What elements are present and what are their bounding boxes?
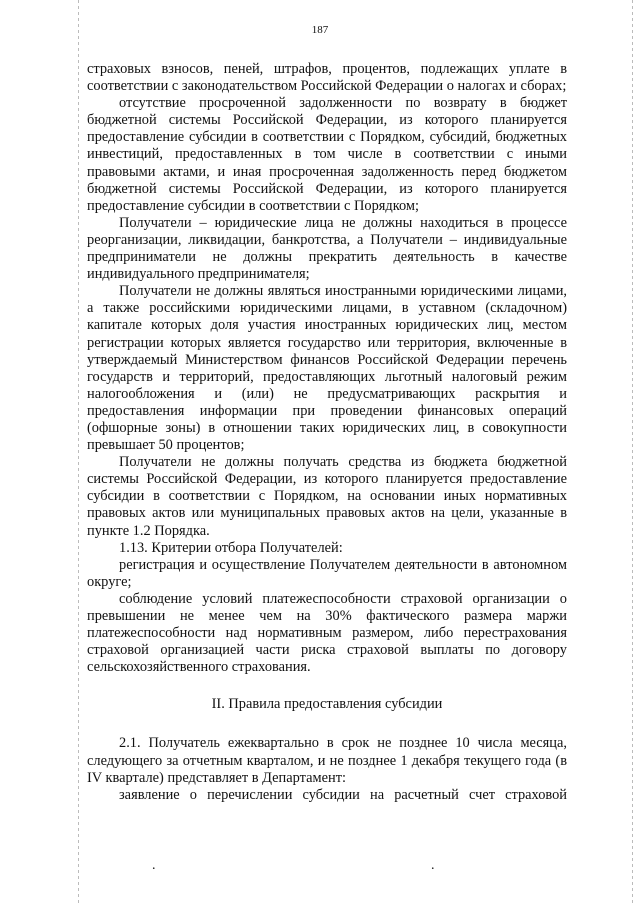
scan-dot-mark: . xyxy=(152,858,156,873)
paragraph-quarterly-submission: 2.1. Получатель ежеквартально в срок не позднее 10 числа месяца, следующего за отчетным кварталом, и не позднее 1 декабря текущего года (в IV квартале) представляет в Департамент: xyxy=(87,735,567,786)
paragraph-subsidy-application: заявление о перечислении субсидии на расчетный счет страховой xyxy=(119,786,567,803)
paragraph-solvency-criterion: соблюдение условий платежеспособности страховой организации о превышении не менее чем на 30% фактического размера маржи платежеспособности над нормативным размером, либо перестрахования страховой организацией части риска страховой выплаты по договору сельскохозяйственного страхования. xyxy=(87,590,567,676)
paragraph-registration-criterion: регистрация и осуществление Получателем деятельности в автономном округе; xyxy=(87,556,567,590)
page-number: 187 xyxy=(311,24,329,36)
scan-edge-left xyxy=(78,0,79,905)
paragraph-no-overdue-debt: отсутствие просроченной задолженности по возврату в бюджет бюджетной системы Российской Федерации, из которого планируется предоставление субсидии в соответствии с Порядком, субсидий, бюджетных инвестиций, предоставленных в том числе в соответствии с иными правовыми актами, и иная просроченная задолженность перед бюджетом бюджетной системы Российской Федерации, из которого планируется предоставление субсидии в соответствии с Порядком; xyxy=(87,95,567,214)
document-body xyxy=(87,61,567,804)
paragraph-fees-continuation: страховых взносов, пеней, штрафов, процентов, подлежащих уплате в соответствии с законодательством Российской Федерации о налогах и сборах; xyxy=(87,61,567,95)
paragraph-no-other-budget-funds: Получатели не должны получать средства из бюджета бюджетной системы Российской Федерации, из которого планируется предоставление субсидии в соответствии с Порядком, на основании иных нормативных правовых актов или муниципальных правовых актов на цели, указанные в пункте 1.2 Порядка. xyxy=(87,454,567,539)
section-heading: II. Правила предоставления субсидии xyxy=(211,696,443,713)
paragraph-not-foreign-entity: Получатели не должны являться иностранными юридическими лицами, а также российскими юридическими лицами, в уставном (складочном) капитале которых доля участия иностранных юридических лиц, местом регистрации которых является государство или территория, включенные в утверждаемый Министерством финансов Российской Федерации перечень государств и территорий, предоставляющих льготный налоговый режим налогообложения и (или) не предусматривающих раскрытия и предоставления информации при проведении финансовых операций (офшорные зоны) в отношении таких юридических лиц, в совокупности превышает 50 процентов; xyxy=(87,283,567,454)
scan-dot-mark: . xyxy=(431,858,435,873)
paragraph-selection-criteria: 1.13. Критерии отбора Получателей: xyxy=(119,539,343,556)
scan-edge-right xyxy=(632,0,633,905)
paragraph-no-reorganization: Получатели – юридические лица не должны находиться в процессе реорганизации, ликвидации, банкротства, а Получатели – индивидуальные предприниматели не должны прекратить деятельность в качестве индивидуального предпринимателя; xyxy=(87,214,567,283)
